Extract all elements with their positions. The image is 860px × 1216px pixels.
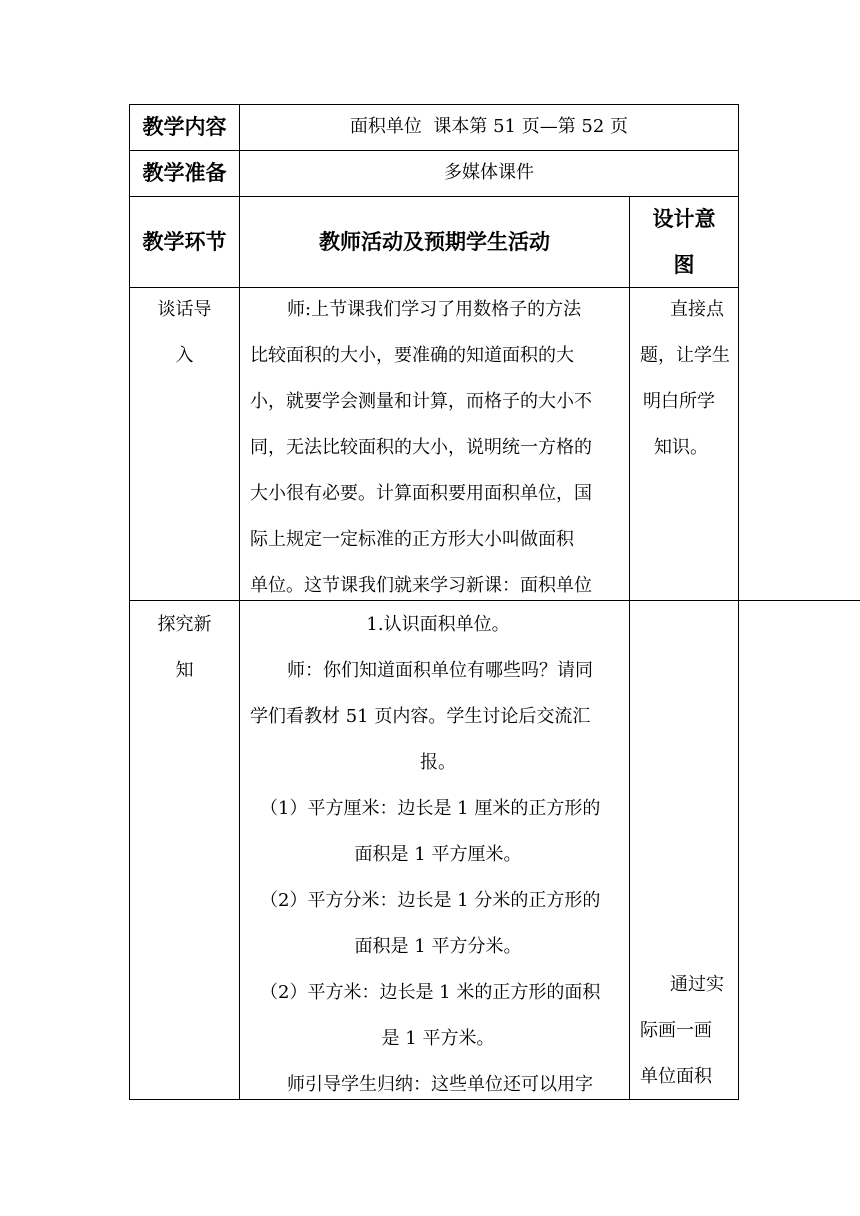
content-line: （2）平方米：边长是 1 米的正方形的面积 <box>260 982 601 1003</box>
intent-line: 单位面积 <box>640 1066 712 1087</box>
header-intent-line: 设计意 <box>652 207 716 231</box>
content-line: 是 1 平方米。 <box>381 1028 495 1049</box>
content-line: 单位。这节课我们就来学习新课：面积单位 <box>250 575 592 596</box>
header-activity: 教师活动及预期学生活动 <box>319 230 550 254</box>
stage-line: 探究新 <box>157 614 212 635</box>
content-line: 师：你们知道面积单位有哪些吗？请同 <box>287 660 593 681</box>
intent-line: 通过实 <box>670 974 724 995</box>
section1-stage <box>130 287 239 379</box>
content-line: 面积是 1 平方分米。 <box>354 936 522 957</box>
content-line: 报。 <box>420 752 456 773</box>
content-line: 面积是 1 平方厘米。 <box>354 844 522 865</box>
stage-line: 入 <box>175 345 194 366</box>
content-line: （2）平方分米：边长是 1 分米的正方形的 <box>260 890 601 911</box>
intent-line: 直接点 <box>670 299 724 320</box>
content-line: 比较面积的大小，要准确的知道面积的大 <box>250 345 574 366</box>
section2-content <box>250 602 626 1108</box>
intent-line: 明白所学 <box>643 391 715 412</box>
content-line: 师:上节课我们学习了用数格子的方法 <box>287 299 582 320</box>
table-border-right <box>738 104 739 1099</box>
row1-label: 教学内容 <box>142 115 227 139</box>
row2-label: 教学准备 <box>142 161 227 185</box>
row2-value: 多媒体课件 <box>444 162 534 183</box>
content-line: 际上规定一定标准的正方形大小叫做面积 <box>250 529 574 550</box>
stage-line: 谈话导 <box>157 299 212 320</box>
intent-line: 知识。 <box>654 437 708 458</box>
content-line: 同，无法比较面积的大小，说明统一方格的 <box>250 437 592 458</box>
content-line: 1.认识面积单位。 <box>366 614 510 635</box>
table-col-divider <box>629 196 630 1099</box>
row1-value: 面积单位 课本第 51 页—第 52 页 <box>349 116 629 137</box>
section2-stage <box>130 602 239 694</box>
intent-line: 际画一画 <box>640 1020 712 1041</box>
content-line: 大小很有必要。计算面积要用面积单位，国 <box>250 483 592 504</box>
section1-content <box>250 287 626 609</box>
header-intent <box>630 196 738 288</box>
content-line: 学们看教材 51 页内容。学生讨论后交流汇 <box>250 706 591 727</box>
section2-intent <box>640 962 738 1100</box>
section1-intent <box>640 287 738 471</box>
content-line: （1）平方厘米：边长是 1 厘米的正方形的 <box>260 798 601 819</box>
header-stage: 教学环节 <box>142 230 227 254</box>
stage-line: 知 <box>175 660 194 681</box>
content-line: 师引导学生归纳：这些单位还可以用字 <box>287 1074 593 1095</box>
header-intent-line: 图 <box>673 253 695 277</box>
content-line: 小，就要学会测量和计算，而格子的大小不 <box>250 391 592 412</box>
intent-line: 题，让学生 <box>640 345 730 366</box>
